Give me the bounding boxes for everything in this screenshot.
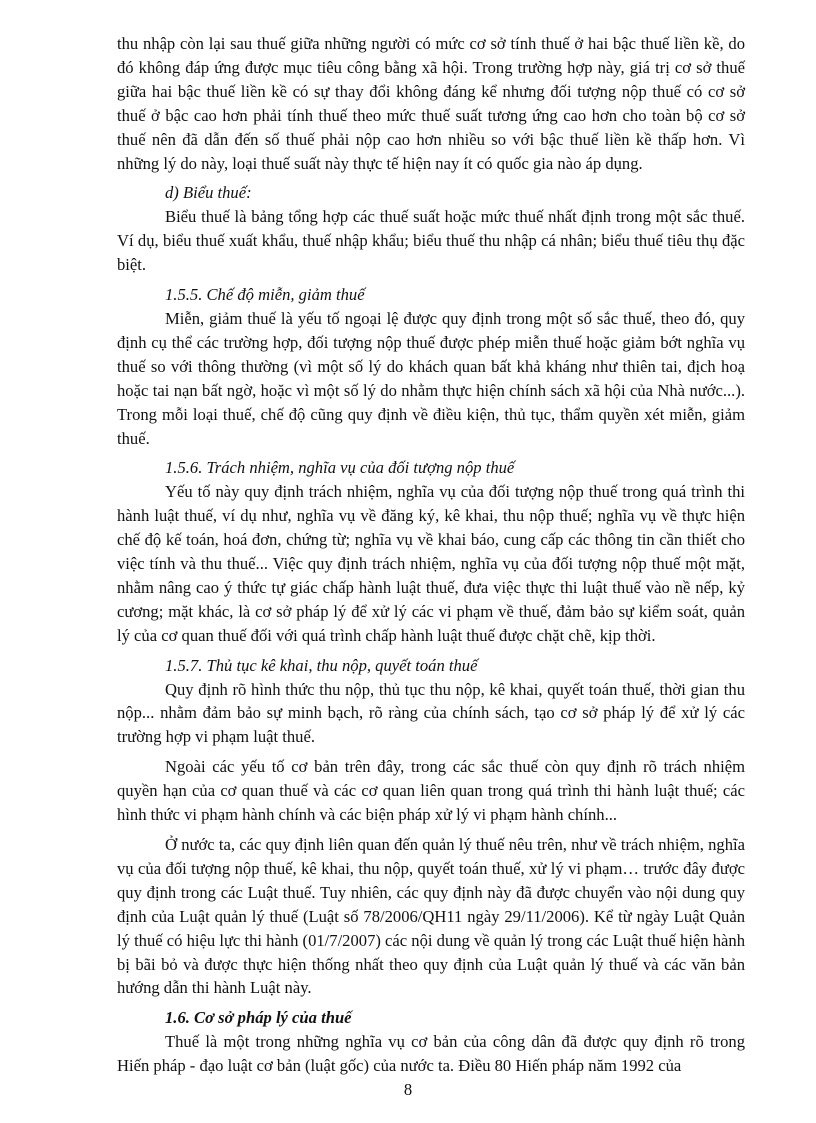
paragraph-other-provisions: Ngoài các yếu tố cơ bản trên đây, trong các sắc thuế còn quy định rõ trách nhiệm quyền hạn của cơ quan thuế và các cơ quan liên quan trong quá trình thi hành luật thuế; các hình thức vi phạm hành chính và các biện pháp xử lý vi phạm hành chính... — [117, 757, 745, 825]
heading-tax-schedule: d) Biểu thuế: — [165, 183, 252, 203]
heading-legal-basis: 1.6. Cơ sở pháp lý của thuế — [165, 1008, 352, 1028]
page-number: 8 — [403, 1080, 413, 1099]
document-page — [117, 32, 745, 1078]
paragraph-legal-basis: Thuế là một trong những nghĩa vụ cơ bản của công dân đã được quy định rõ trong Hiến pháp - đạo luật cơ bản (luật gốc) của nước ta. Điều 80 Hiến pháp năm 1992 của — [117, 1032, 745, 1076]
heading-exemption: 1.5.5. Chế độ miễn, giảm thuế — [165, 285, 365, 305]
heading-taxpayer-obligations: 1.5.6. Trách nhiệm, nghĩa vụ của đối tượng nộp thuế — [165, 458, 515, 478]
paragraph-taxpayer-obligations: Yếu tố này quy định trách nhiệm, nghĩa vụ của đối tượng nộp thuế trong quá trình thi hành luật thuế, ví dụ như, nghĩa vụ về đăng ký, kê khai, thu nộp thuế; nghĩa vụ về thực hiện chế độ kế toán, hoá đơn, chứng từ; nghĩa vụ về khai báo, cung cấp các thông tin cần thiết cho việc tính và thu thuế... Việc quy định trách nhiệm, nghĩa vụ của đối tượng nộp thuế một mặt, nhằm nâng cao ý thức tự giác chấp hành luật thuế, đưa việc thực thi luật thuế vào nề nếp, kỷ cương; mặt khác, là cơ sở pháp lý để xử lý các vi phạm về thuế, đảm bảo sự kiểm soát, quản lý của cơ quan thuế đối với quá trình chấp hành luật thuế được chặt chẽ, kịp thời. — [117, 482, 745, 645]
paragraph-tax-schedule: Biểu thuế là bảng tổng hợp các thuế suất hoặc mức thuế nhất định trong một sắc thuế. Ví dụ, biểu thuế xuất khẩu, thuế nhập khẩu; biểu thuế thu nhập cá nhân; biểu thuế tiêu thụ đặc biệt. — [117, 207, 745, 275]
heading-declaration-procedure: 1.5.7. Thủ tục kê khai, thu nộp, quyết toán thuế — [165, 655, 478, 675]
paragraph-exemption: Miễn, giảm thuế là yếu tố ngoại lệ được quy định trong một số sắc thuế, theo đó, quy định cụ thể các trường hợp, đối tượng nộp thuế được phép miễn thuế hoặc giảm bớt nghĩa vụ thuế so với thông thường (vì một số lý do khách quan bất khả kháng như thiên tai, địch hoạ hoặc tai nạn bất ngờ, hoặc vì một số lý do nhằm thực hiện chính sách xã hội của Nhà nước...). Trong mỗi loại thuế, chế độ cũng quy định về điều kiện, thủ tục, thẩm quyền xét miễn, giảm thuế. — [117, 308, 745, 448]
paragraph-tax-administration-law: Ở nước ta, các quy định liên quan đến quản lý thuế nêu trên, như về trách nhiệm, nghĩa vụ của đối tượng nộp thuế, kê khai, thu nộp, quyết toán thuế, xử lý vi phạm… trước đây được quy định trong các Luật thuế. Tuy nhiên, các quy định này đã được chuyển vào nội dung quy định của Luật quản lý thuế (Luật số 78/2006/QH11 ngày 29/11/2006). Kể từ ngày Luật Quản lý thuế có hiệu lực thi hành (01/7/2007) các nội dung về quản lý trong các Luật thuế hiện hành bị bãi bỏ và được thực hiện thống nhất theo quy định của Luật quản lý thuế và các văn bản hướng dẫn thi hành Luật này. — [117, 835, 745, 998]
paragraph-tax-rate-conclusion: thu nhập còn lại sau thuế giữa những người có mức cơ sở tính thuế ở hai bậc thuế liền kề, do đó không đáp ứng được mục tiêu công bằng xã hội. Trong trường hợp này, giá trị cơ sở thuế giữa hai bậc thuế liền kề có sự thay đổi không đáng kể nhưng đối tượng nộp thuế có cơ sở thuế ở bậc cao hơn phải tính thuế theo mức thuế suất tương ứng cao hơn cho toàn bộ cơ sở thuế nên đã dẫn đến số thuế phải nộp cao hơn nhiều so với bậc thuế liền kề thấp hơn. Vì những lý do này, loại thuế suất này thực tế hiện nay ít có quốc gia nào áp dụng. — [117, 34, 745, 173]
paragraph-declaration-procedure: Quy định rõ hình thức thu nộp, thủ tục thu nộp, kê khai, quyết toán thuế, thời gian thu nộp... nhằm đảm bảo sự minh bạch, rõ ràng của chính sách, tạo cơ sở pháp lý để xử lý các trường hợp vi phạm luật thuế. — [117, 679, 745, 747]
